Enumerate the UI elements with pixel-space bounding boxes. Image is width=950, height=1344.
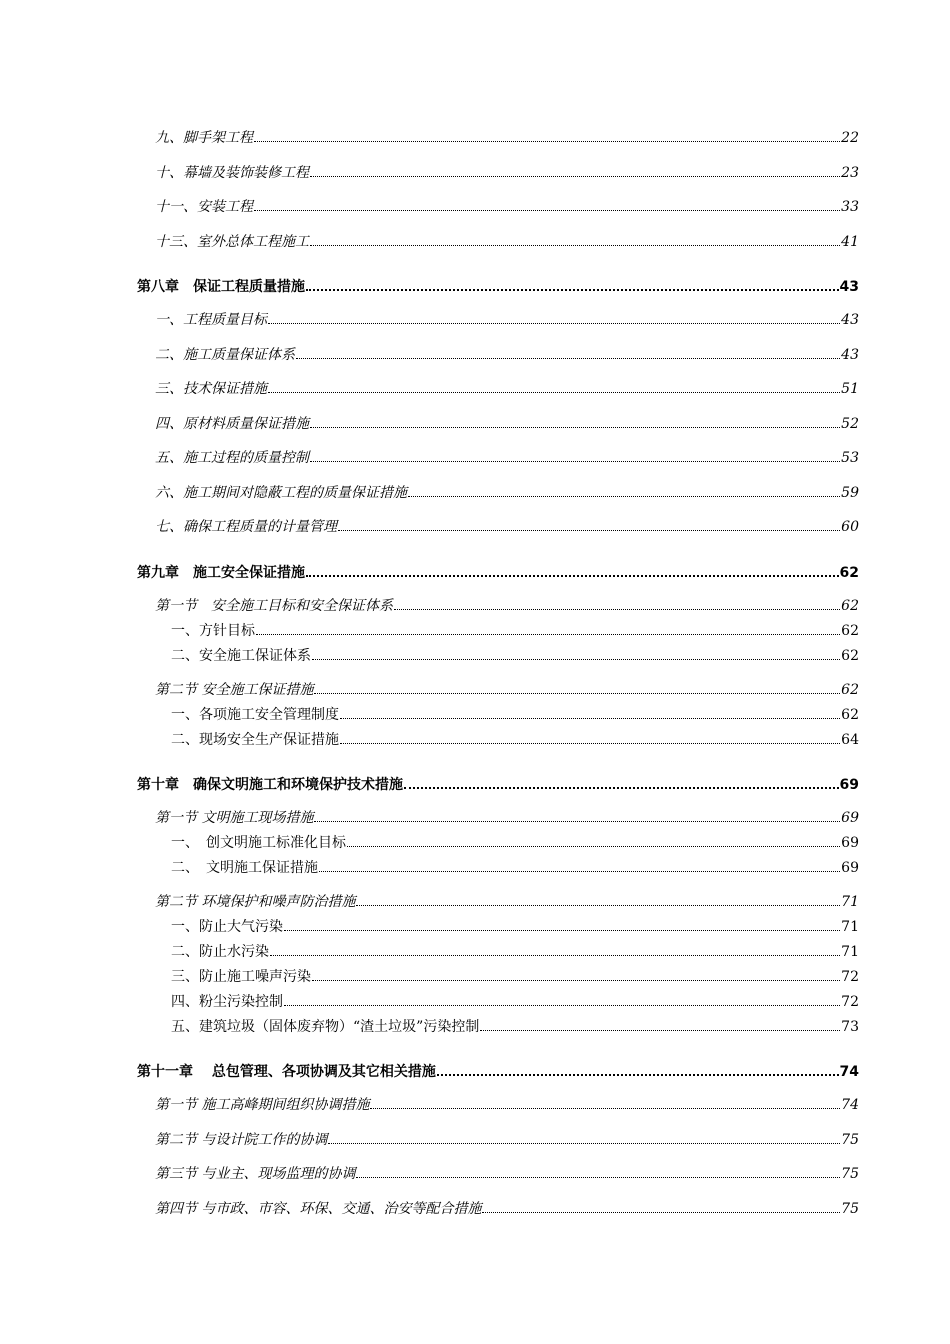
toc-entry[interactable]	[155, 310, 859, 329]
toc-entry-label: 十、幕墙及装饰装修工程	[155, 165, 309, 181]
toc-section-page: 74	[841, 1097, 859, 1113]
toc-entry-page: 33	[841, 199, 859, 215]
toc-entry-page: 23	[841, 165, 859, 181]
toc-section-page: 62	[841, 682, 859, 698]
dot-leader	[347, 833, 840, 847]
dot-leader	[338, 517, 840, 531]
dot-leader	[437, 1061, 839, 1076]
toc-entry[interactable]	[171, 621, 859, 640]
toc-chapter-label: 第八章 保证工程质量措施	[137, 279, 305, 295]
toc-entry[interactable]	[171, 1017, 859, 1036]
toc-entry-label: 九、脚手架工程	[155, 130, 253, 146]
toc-section[interactable]	[155, 1164, 859, 1183]
toc-chapter[interactable]	[137, 276, 859, 296]
toc-entry-label: 二、 文明施工保证措施	[171, 860, 318, 876]
dot-leader	[312, 967, 840, 981]
toc-entry[interactable]	[155, 379, 859, 398]
toc-entry[interactable]	[171, 942, 859, 961]
toc-entry-page: 52	[841, 416, 859, 432]
dot-leader	[310, 163, 840, 177]
toc-entry-page: 22	[841, 130, 859, 146]
dot-leader	[404, 774, 839, 789]
dot-leader	[312, 646, 840, 660]
toc-entry-page: 51	[841, 381, 859, 397]
dot-leader	[310, 232, 840, 246]
dot-leader	[314, 808, 840, 822]
dot-leader	[268, 310, 840, 324]
toc-entry-label: 二、安全施工保证体系	[171, 648, 311, 664]
toc-section-label: 第四节 与市政、市容、环保、交通、治安等配合措施	[155, 1201, 482, 1217]
toc-entry-label: 四、原材料质量保证措施	[155, 416, 309, 432]
toc-entry-label: 三、技术保证措施	[155, 381, 267, 397]
toc-section-page: 75	[841, 1201, 859, 1217]
toc-entry-label: 六、施工期间对隐蔽工程的质量保证措施	[155, 485, 407, 501]
toc-entry[interactable]	[155, 414, 859, 433]
dot-leader	[319, 858, 840, 872]
toc-entry[interactable]	[171, 858, 859, 877]
dot-leader	[340, 705, 840, 719]
toc-section-label: 第一节 安全施工目标和安全保证体系	[155, 598, 393, 614]
dot-leader	[314, 680, 840, 694]
dot-leader	[482, 1199, 840, 1213]
toc-entry-page: 72	[841, 969, 859, 985]
toc-entry-label: 十三、室外总体工程施工	[155, 234, 309, 250]
toc-section[interactable]	[155, 596, 859, 615]
toc-entry-page: 72	[841, 994, 859, 1010]
toc-entry-page: 43	[841, 312, 859, 328]
toc-section-label: 第一节 文明施工现场措施	[155, 810, 314, 826]
dot-leader	[310, 448, 840, 462]
toc-section-label: 第二节 环境保护和噪声防治措施	[155, 894, 356, 910]
dot-leader	[268, 379, 840, 393]
toc-chapter[interactable]	[137, 562, 859, 582]
toc-section[interactable]	[155, 1130, 859, 1149]
toc-section-label: 第三节 与业主、现场监理的协调	[155, 1166, 356, 1182]
toc-entry-label: 四、粉尘污染控制	[171, 994, 283, 1010]
dot-leader	[256, 621, 840, 635]
dot-leader	[356, 892, 840, 906]
toc-chapter[interactable]	[137, 774, 859, 794]
toc-entry[interactable]	[171, 646, 859, 665]
toc-entry-page: 73	[841, 1019, 859, 1035]
dot-leader	[284, 992, 840, 1006]
toc-entry-label: 五、建筑垃圾（固体废弃物）“渣土垃圾”污染控制	[171, 1019, 480, 1035]
toc-entry-label: 二、现场安全生产保证措施	[171, 732, 339, 748]
toc-entry-page: 43	[841, 347, 859, 363]
toc-entry-page: 62	[841, 707, 859, 723]
toc-section[interactable]	[155, 1095, 859, 1114]
dot-leader	[356, 1164, 840, 1178]
toc-entry-page: 62	[841, 623, 859, 639]
toc-entry-page: 60	[841, 519, 859, 535]
toc-section[interactable]	[155, 808, 859, 827]
toc-entry[interactable]	[171, 730, 859, 749]
toc-chapter-page: 43	[839, 279, 859, 295]
dot-leader	[284, 917, 840, 931]
dot-leader	[408, 483, 840, 497]
dot-leader	[254, 197, 840, 211]
toc-entry-label: 一、方针目标	[171, 623, 255, 639]
toc-chapter-label: 第十章 确保文明施工和环境保护技术措施	[137, 777, 403, 793]
toc-entry-label: 十一、安装工程	[155, 199, 253, 215]
dot-leader	[328, 1130, 840, 1144]
toc-section[interactable]	[155, 680, 859, 699]
toc-chapter-label: 第十一章 总包管理、各项协调及其它相关措施	[137, 1064, 436, 1080]
toc-section-page: 71	[841, 894, 859, 910]
toc-entry[interactable]	[155, 345, 859, 364]
toc-entry-label: 五、施工过程的质量控制	[155, 450, 309, 466]
toc-entry-page: 53	[841, 450, 859, 466]
toc-entry-page: 69	[841, 860, 859, 876]
toc-entry-label: 一、各项施工安全管理制度	[171, 707, 339, 723]
toc-entry[interactable]	[155, 197, 859, 216]
dot-leader	[310, 414, 840, 428]
toc-entry[interactable]	[155, 163, 859, 182]
toc-section-page: 62	[841, 598, 859, 614]
toc-entry[interactable]	[155, 128, 859, 147]
toc-section[interactable]	[155, 1199, 859, 1218]
dot-leader	[340, 730, 840, 744]
dot-leader	[394, 596, 840, 610]
toc-entry[interactable]	[171, 705, 859, 724]
toc-entry[interactable]	[155, 517, 859, 536]
toc-chapter[interactable]	[137, 1061, 859, 1081]
dot-leader	[306, 276, 839, 291]
toc-entry[interactable]	[171, 833, 859, 852]
toc-entry[interactable]	[155, 232, 859, 251]
toc-entry-page: 64	[841, 732, 859, 748]
toc-section[interactable]	[155, 892, 859, 911]
toc-section-page: 75	[841, 1166, 859, 1182]
toc-entry[interactable]	[155, 448, 859, 467]
toc-section-label: 第二节 安全施工保证措施	[155, 682, 314, 698]
toc-section-page: 75	[841, 1132, 859, 1148]
toc-entry[interactable]	[171, 917, 859, 936]
toc-entry[interactable]	[155, 483, 859, 502]
toc-entry-page: 62	[841, 648, 859, 664]
toc-entry-page: 41	[841, 234, 859, 250]
toc-entry-label: 三、防止施工噪声污染	[171, 969, 311, 985]
toc-entry-label: 一、 创文明施工标准化目标	[171, 835, 346, 851]
toc-entry[interactable]	[171, 967, 859, 986]
dot-leader	[254, 128, 840, 142]
dot-leader	[296, 345, 840, 359]
toc-entry[interactable]	[171, 992, 859, 1011]
toc-entry-label: 七、确保工程质量的计量管理	[155, 519, 337, 535]
dot-leader	[480, 1017, 840, 1031]
toc-entry-page: 59	[841, 485, 859, 501]
toc-entry-label: 一、防止大气污染	[171, 919, 283, 935]
toc-chapter-page: 62	[839, 565, 859, 581]
toc-section-label: 第二节 与设计院工作的协调	[155, 1132, 328, 1148]
toc-chapter-page: 69	[839, 777, 859, 793]
toc-chapter-label: 第九章 施工安全保证措施	[137, 565, 305, 581]
toc-chapter-page: 74	[839, 1064, 859, 1080]
toc-entry-label: 二、防止水污染	[171, 944, 269, 960]
toc-entry-label: 一、工程质量目标	[155, 312, 267, 328]
toc-entry-page: 71	[841, 944, 859, 960]
toc-entry-page: 71	[841, 919, 859, 935]
dot-leader	[270, 942, 840, 956]
dot-leader	[306, 562, 839, 577]
toc-section-page: 69	[841, 810, 859, 826]
toc-entry-page: 69	[841, 835, 859, 851]
toc-entry-label: 二、施工质量保证体系	[155, 347, 295, 363]
toc-section-label: 第一节 施工高峰期间组织协调措施	[155, 1097, 370, 1113]
dot-leader	[370, 1095, 840, 1109]
